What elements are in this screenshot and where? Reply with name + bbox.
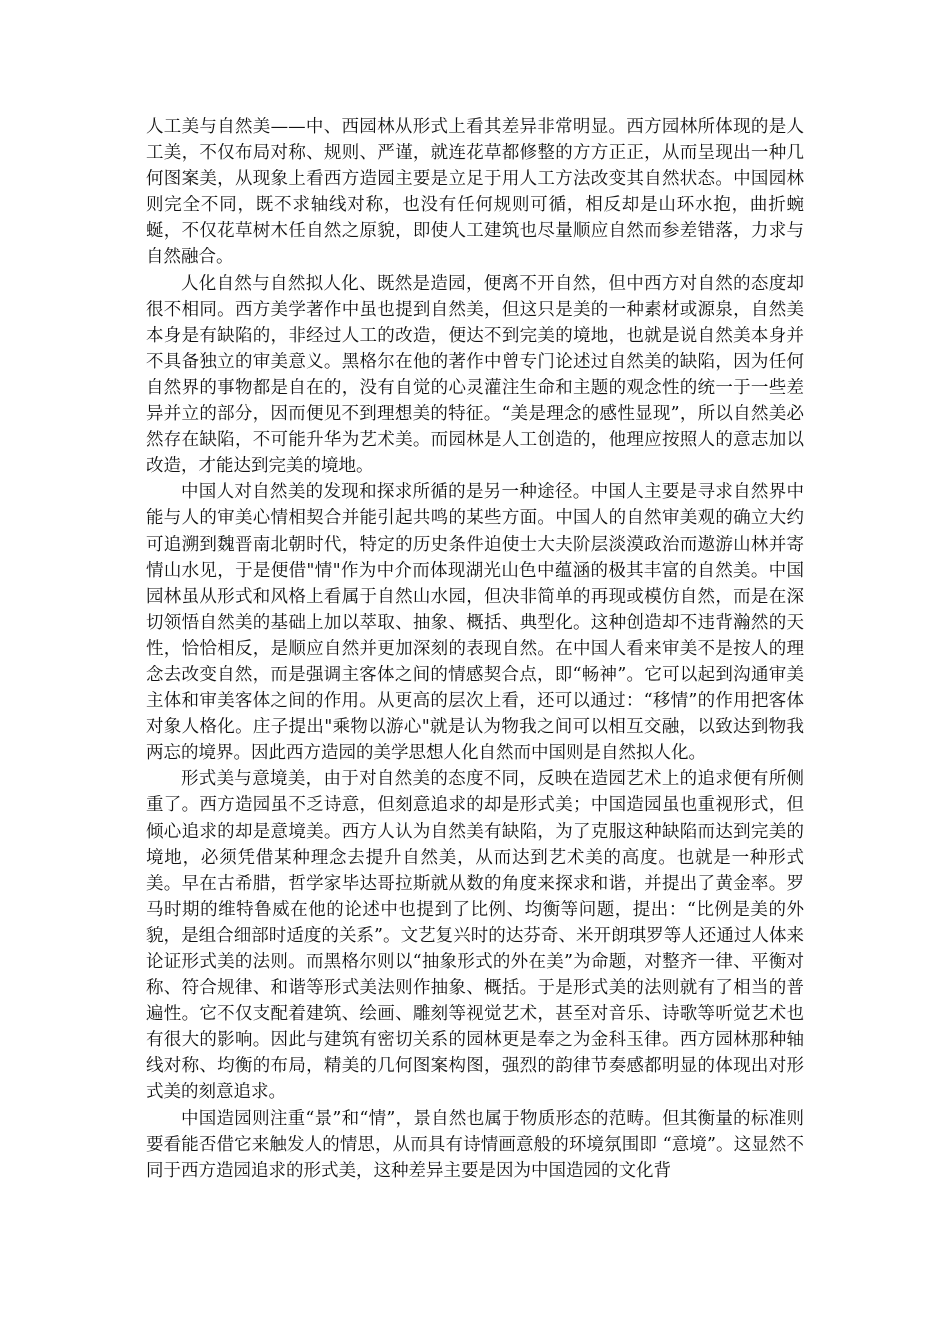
paragraph-humanized-nature: 人化自然与自然拟人化、既然是造园，便离不开自然，但中西方对自然的态度却很不相同。西方美学著作中虽也提到自然美，但这只是美的一种素材或源泉，自然美本身是有缺陷的，非经过人工的改造，便达不到完美的境地，也就是说自然美本身并不具备独立的审美意义。黑格尔在他的著作中曾专门论述过自然美的缺陷，因为任何自然界的事物都是自在的，没有自觉的心灵灌注生命和主题的观念性的统一于一些差异并立的部分，因而便见不到理想美的特征。“美是理念的感性显现”，所以自然美必然存在缺陷，不可能升华为艺术美。而园林是人工创造的，他理应按照人的意志加以改造，才能达到完美的境地。	[146, 273, 804, 477]
paragraph-chinese-aesthetics: 中国人对自然美的发现和探求所循的是另一种途径。中国人主要是寻求自然界中能与人的审美心情相契合并能引起共鸣的某些方面。中国人的自然审美观的确立大约可追溯到魏晋南北朝时代，特定的历史条件迫使士大夫阶层淡漠政治而遨游山林并寄情山水见，于是便借"情"作为中介而体现湖光山色中蕴涵的极其丰富的自然美。中国园林虽从形式和风格上看属于自然山水园，但决非简单的再现或模仿自然，而是在深切领悟自然美的基础上加以萃取、抽象、概括、典型化。这种创造却不违背瀚然的天性，恰恰相反，是顺应自然并更加深刻的表现自然。在中国人看来审美不是按人的理念去改变自然，而是强调主客体之间的情感契合点，即“畅神”。它可以起到沟通审美主体和审美客体之间的作用。从更高的层次上看，还可以通过：“移情”的作用把客体对象人格化。庄子提出"乘物以游心"就是认为物我之间可以相互交融，以致达到物我两忘的境界。因此西方造园的美学思想人化自然而中国则是自然拟人化。	[146, 482, 804, 764]
paragraph-scene-and-emotion: 中国造园则注重“景”和“情”，景自然也属于物质形态的范畴。但其衡量的标准则要看能否借它来触发人的情思，从而具有诗情画意般的环境氛围即 “意境”。这显然不同于西方造园追求的形式美，这种差异主要是因为中国造园的文化背	[146, 1108, 804, 1181]
paragraph-form-vs-mood-beauty: 形式美与意境美，由于对自然美的态度不同，反映在造园艺术上的追求便有所侧重了。西方造园虽不乏诗意，但刻意追求的却是形式美；中国造园虽也重视形式，但倾心追求的却是意境美。西方人认为自然美有缺陷，为了克服这种缺陷而达到完美的境地，必须凭借某种理念去提升自然美，从而达到艺术美的高度。也就是一种形式美。早在古希腊，哲学家毕达哥拉斯就从数的角度来探求和谐，并提出了黄金率。罗马时期的维特鲁威在他的论述中也提到了比例、均衡等问题，提出：“比例是美的外貌，是组合细部时适度的关系”。文艺复兴时的达芬奇、米开朗琪罗等人还通过人体来论证形式美的法则。而黑格尔则以“抽象形式的外在美”为命题，对整齐一律、平衡对称、符合规律、和谐等形式美法则作抽象、概括。于是形式美的法则就有了相当的普遍性。它不仅支配着建筑、绘画、雕刻等视觉艺术，甚至对音乐、诗歌等听觉艺术也有很大的影响。因此与建筑有密切关系的园林更是奉之为金科玉律。西方园林那种轴线对称、均衡的布局，精美的几何图案构图，强烈的韵律节奏感都明显的体现出对形式美的刻意追求。	[146, 769, 804, 1103]
document-body	[146, 114, 804, 1184]
paragraph-artificial-vs-natural-beauty: 人工美与自然美——中、西园林从形式上看其差异非常明显。西方园林所体现的是人工美，不仅布局对称、规则、严谨，就连花草都修整的方方正正，从而呈现出一种几何图案美，从现象上看西方造园主要是立足于用人工方法改变其自然状态。中国园林则完全不同，既不求轴线对称，也没有任何规则可循，相反却是山环水抱，曲折蜿蜒，不仅花草树木任自然之原貌，即使人工建筑也尽量顺应自然而参差错落，力求与自然融合。	[146, 117, 804, 268]
